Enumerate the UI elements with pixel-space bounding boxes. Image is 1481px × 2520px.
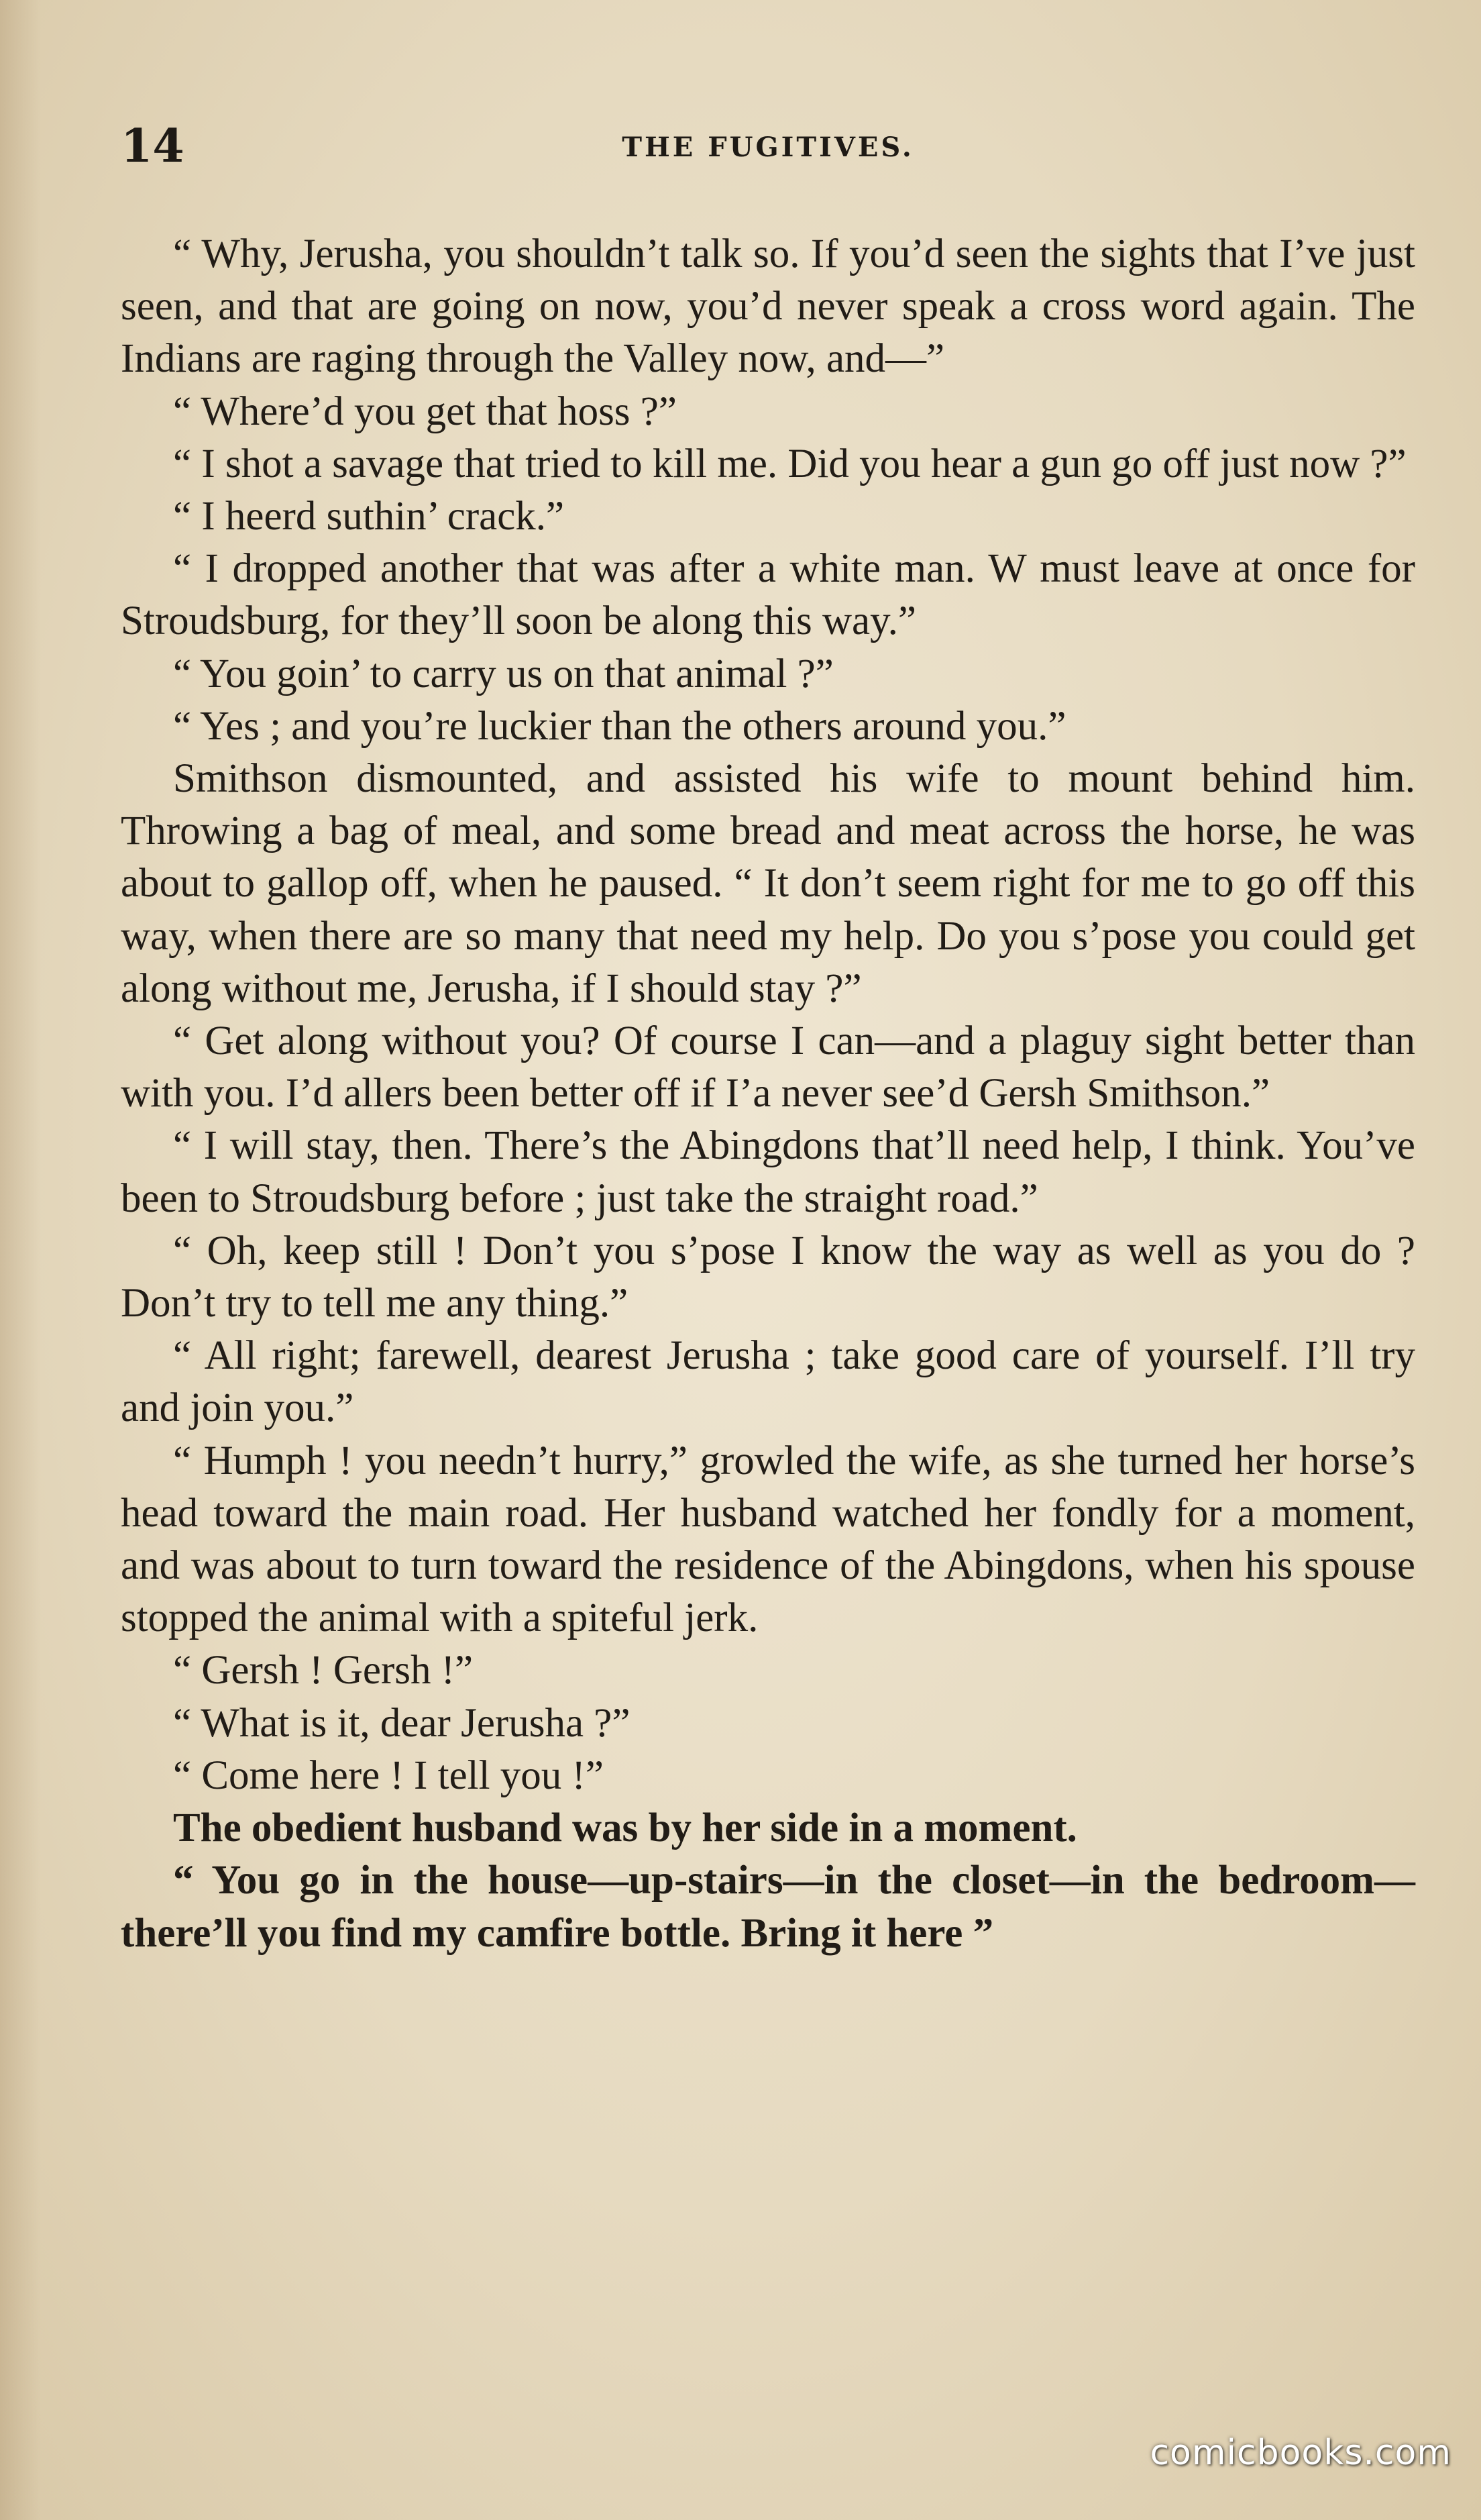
running-title: THE FUGITIVES.: [622, 132, 914, 163]
paragraph: “ All right; farewell, dearest Jerusha ; take good care of yourself. I’ll try and join you.”: [121, 1333, 1415, 1431]
page-edge-shading: [0, 0, 40, 2520]
paragraph: “ Why, Jerusha, you shouldn’t talk so. If you’d seen the sights that I’ve just seen, and that are going on now, you’d never speak a cross word again. The Indians are raging through the Valley now, and—”: [121, 231, 1415, 382]
paragraph: “ Yes ; and you’re luckier than the others around you.”: [173, 703, 1066, 749]
paragraph: “ You goin’ to carry us on that animal ?”: [173, 651, 834, 696]
paragraph: “ Where’d you get that hoss ?”: [173, 388, 677, 434]
body-text: [121, 228, 1415, 1960]
paragraph: “ Humph ! you needn’t hurry,” growled the wife, as she turned her horse’s head toward the main road. Her husband watched her fondly for a moment, and was about to turn toward the residence of the Abingdons, when his spouse stopped the animal with a spiteful jerk.: [121, 1438, 1415, 1641]
paragraph: “ Come here ! I tell you !”: [173, 1752, 604, 1798]
paragraph: “ I will stay, then. There’s the Abingdons that’ll need help, I think. You’ve been to Stroudsburg before ; just take the straight road.”: [121, 1123, 1415, 1221]
paragraph: The obedient husband was by her side in a moment.: [173, 1805, 1077, 1851]
paragraph: “ I shot a savage that tried to kill me. Did you hear a gun go off just now ?”: [173, 441, 1407, 486]
paragraph: “ What is it, dear Jerusha ?”: [173, 1700, 630, 1746]
paragraph: “ Oh, keep still ! Don’t you s’pose I know the way as well as you do ? Don’t try to tell me any thing.”: [121, 1228, 1415, 1326]
paragraph: “ I heerd suthin’ crack.”: [173, 494, 565, 539]
page-header: [121, 114, 1415, 174]
watermark: comicbooks.com: [1150, 2433, 1451, 2473]
paragraph: “ Gersh ! Gersh !”: [173, 1648, 474, 1693]
paragraph: “ Get along without you? Of course I can—and a plaguy sight better than with you. I’d allers been better off if I’a never see’d Gersh Smithson.”: [121, 1018, 1415, 1116]
page-number: 14: [121, 119, 184, 173]
paragraph: “ You go in the house—up-stairs—in the closet—in the bedroom—there’ll you find my camfire bottle. Bring it here ”: [121, 1858, 1415, 1956]
paragraph: “ I dropped another that was after a white man. W must leave at once for Stroudsburg, for they’ll soon be along this way.”: [121, 546, 1415, 644]
paragraph: Smithson dismounted, and assisted his wife to mount behind him. Throwing a bag of meal, and some bread and meat across the horse, he was about to gallop off, when he paused. “ It don’t seem right for me to go off this way, when there are so many that need my help. Do you s’pose you could get along without me, Jerusha, if I should stay ?”: [121, 756, 1415, 1011]
